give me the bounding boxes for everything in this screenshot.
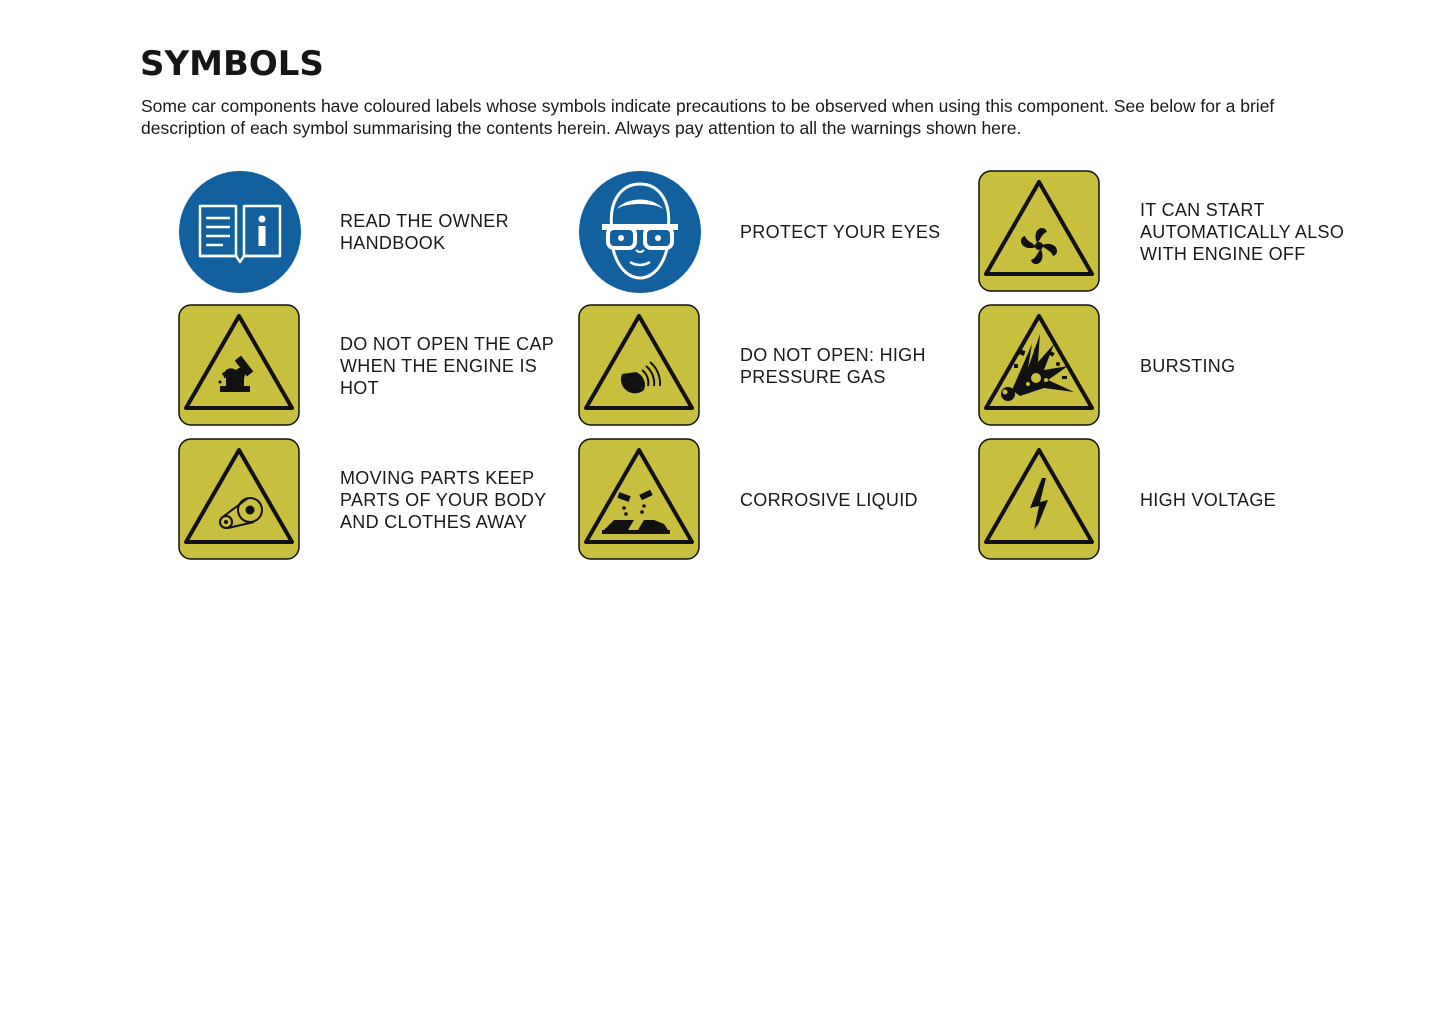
symbol-label: HIGH VOLTAGE bbox=[1140, 490, 1276, 510]
moving-parts-icon bbox=[178, 438, 302, 562]
page-title: SYMBOLS bbox=[140, 44, 324, 84]
symbol-label: READ THE OWNER HANDBOOK bbox=[340, 211, 509, 253]
symbol-grid bbox=[178, 170, 1398, 570]
symbol-label: BURSTING bbox=[1140, 356, 1236, 376]
symbol-item-high-pressure-gas bbox=[578, 304, 968, 428]
symbol-item-hot-cap bbox=[178, 304, 568, 428]
symbol-label: MOVING PARTS KEEP PARTS OF YOUR BODY AND CLOTHES AWAY bbox=[340, 468, 547, 532]
fan-auto-start-icon bbox=[978, 170, 1102, 294]
symbol-label: CORROSIVE LIQUID bbox=[740, 490, 918, 510]
hot-cap-icon bbox=[178, 304, 302, 428]
read-handbook-icon bbox=[178, 170, 302, 294]
intro-text: Some car components have coloured labels whose symbols indicate precautions to be observed when using this component. See below for a brief description of each symbol summarising the contents herein. Always pay attention to all the warnings shown here. bbox=[141, 96, 1275, 138]
symbol-item-fan-auto-start bbox=[978, 170, 1368, 294]
symbol-item-high-voltage bbox=[978, 438, 1368, 562]
symbol-item-read-handbook bbox=[178, 170, 568, 294]
symbol-item-protect-eyes bbox=[578, 170, 968, 294]
protect-eyes-icon bbox=[578, 170, 702, 294]
symbol-item-moving-parts bbox=[178, 438, 568, 562]
bursting-icon bbox=[978, 304, 1102, 428]
symbol-label: IT CAN START AUTOMATICALLY ALSO WITH ENGINE OFF bbox=[1140, 200, 1345, 264]
symbol-label: DO NOT OPEN THE CAP WHEN THE ENGINE IS HOT bbox=[340, 334, 554, 398]
symbol-label: DO NOT OPEN: HIGH PRESSURE GAS bbox=[740, 345, 926, 387]
corrosive-liquid-icon bbox=[578, 438, 702, 562]
symbol-label: PROTECT YOUR EYES bbox=[740, 222, 941, 242]
high-voltage-icon bbox=[978, 438, 1102, 562]
symbol-item-corrosive-liquid bbox=[578, 438, 968, 562]
high-pressure-gas-icon bbox=[578, 304, 702, 428]
symbol-item-bursting bbox=[978, 304, 1368, 428]
